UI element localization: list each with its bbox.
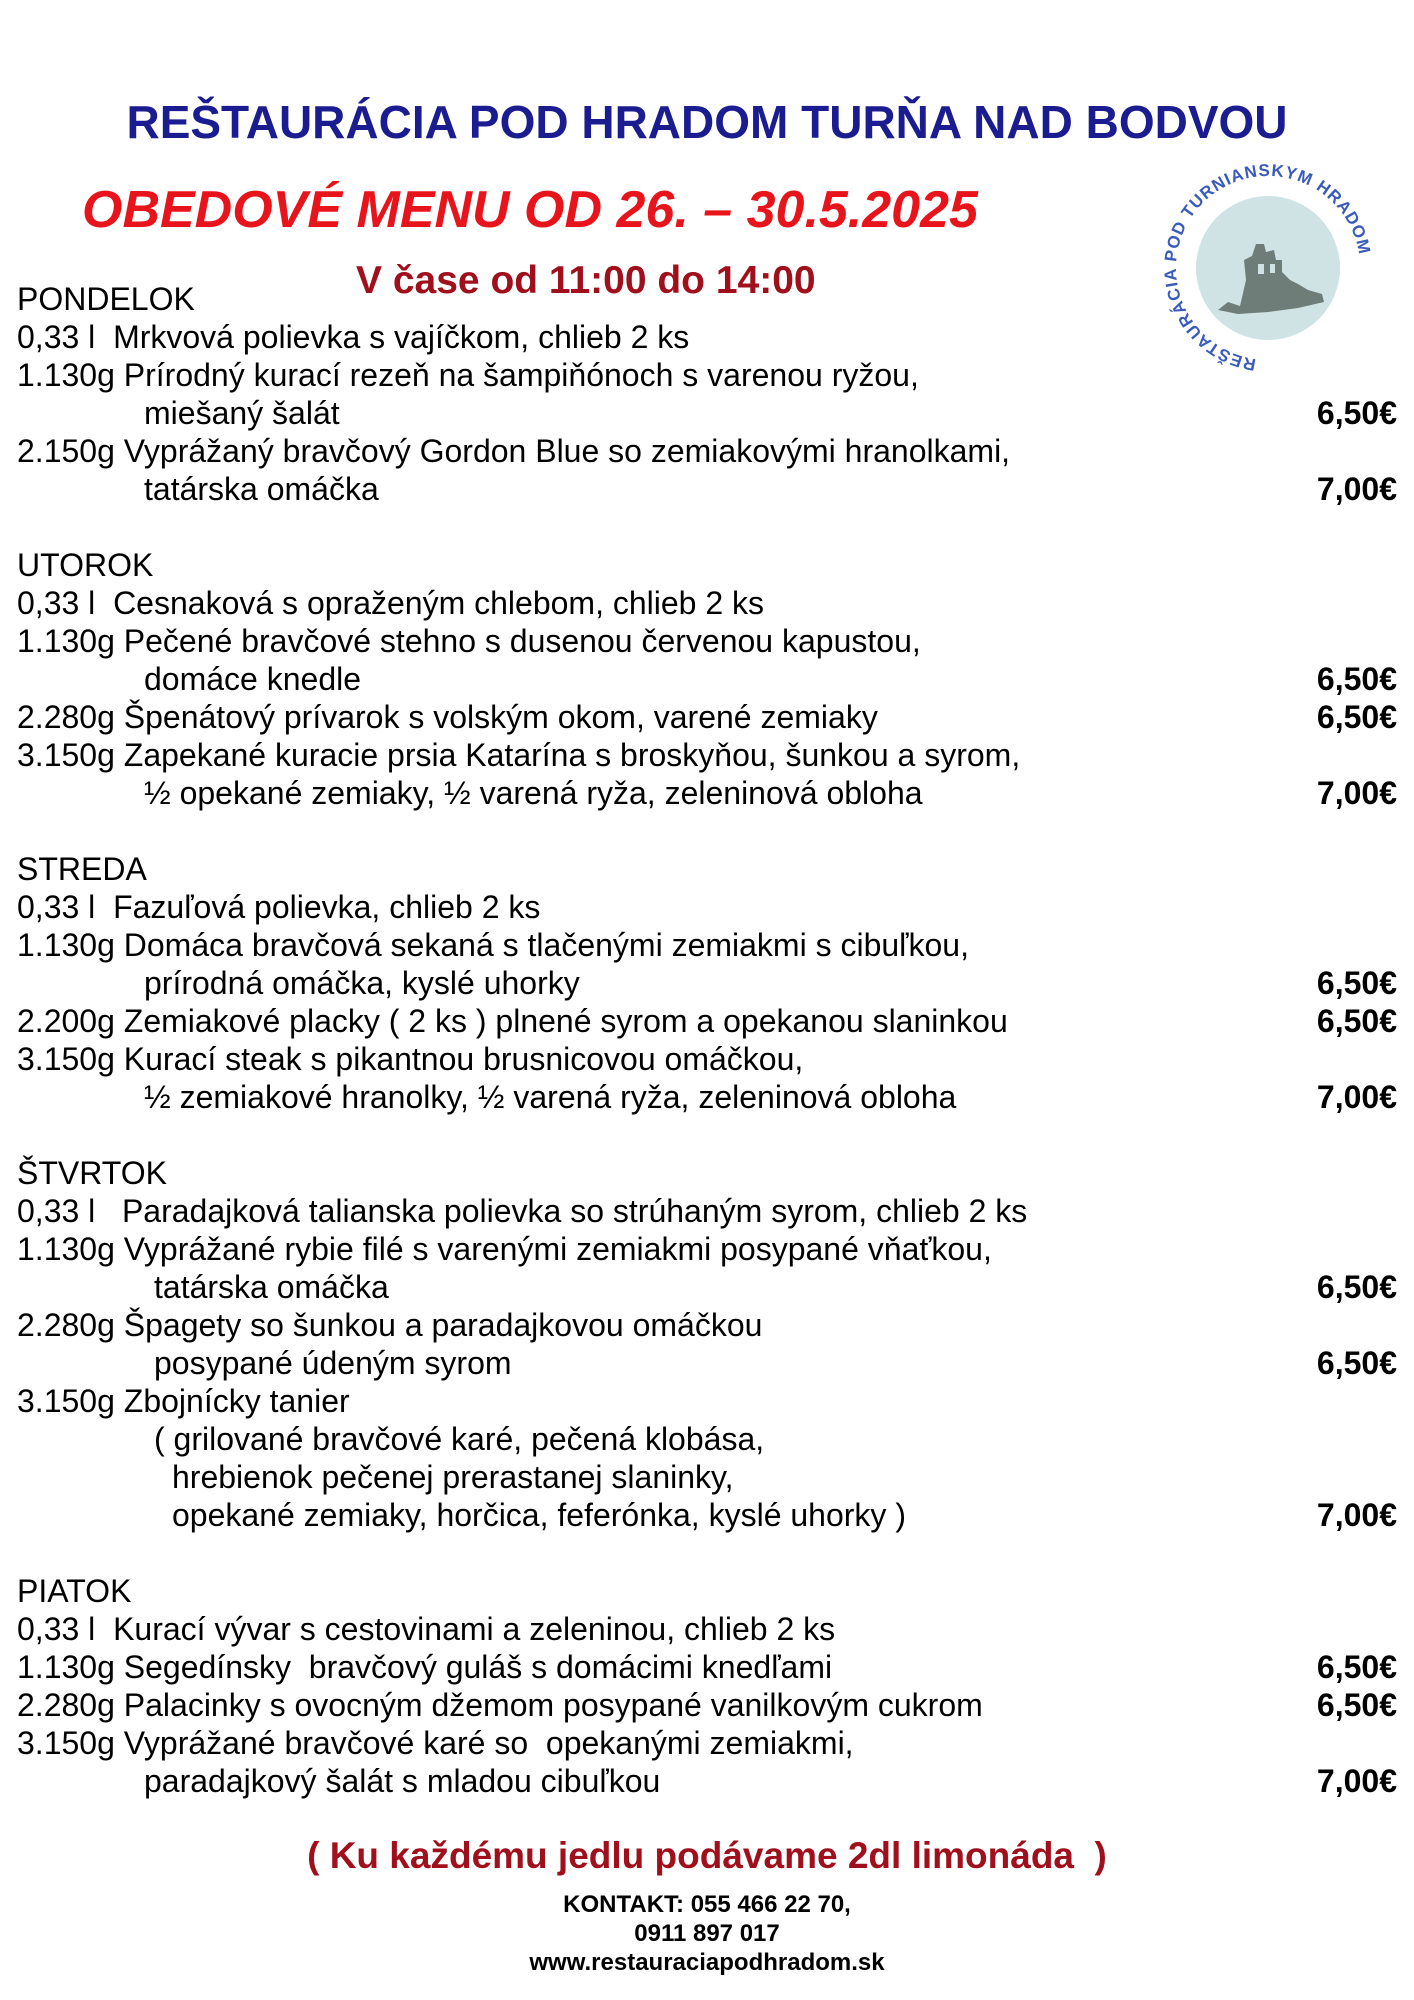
lemonade-note: ( Ku každému jedlu podávame 2dl limonáda ) [307, 1835, 1107, 1876]
dish-price: 6,50€ [1316, 1345, 1397, 1381]
dish-item [17, 736, 1397, 774]
dish-text: opekané zemiaky, horčica, feferónka, kyslé uhorky ) [172, 1497, 906, 1533]
dish-text: tatárska omáčka [154, 1269, 389, 1305]
dish-text: 3.150g Zapekané kuracie prsia Katarína s broskyňou, šunkou a syrom, [17, 737, 1021, 773]
day-separator [17, 1116, 1397, 1154]
logo-ring-text: REŠTAURÁCIA POD TURNIANSKYM HRADOM [1160, 160, 1375, 375]
dish-item-continuation [17, 1344, 1397, 1382]
day-separator [17, 812, 1397, 850]
dish-price: 6,50€ [1316, 1003, 1397, 1039]
dish-price: 7,00€ [1316, 775, 1397, 811]
dish-price: 7,00€ [1316, 1497, 1397, 1533]
dish-item-continuation [17, 1458, 1397, 1496]
dish-text: ½ opekané zemiaky, ½ varená ryža, zeleninová obloha [144, 775, 923, 811]
soup-item: 0,33 l Fazuľová polievka, chlieb 2 ks [17, 889, 541, 925]
dish-text: 3.150g Vyprážané bravčové karé so opekanými zemiakmi, [17, 1725, 854, 1761]
soup-item: 0,33 l Paradajková talianska polievka so strúhaným syrom, chlieb 2 ks [17, 1193, 1028, 1229]
day-heading: PONDELOK [17, 281, 195, 317]
dish-item-continuation [17, 1268, 1397, 1306]
dish-item-continuation [17, 774, 1397, 812]
dish-text: 3.150g Kurací steak s pikantnou brusnicovou omáčkou, [17, 1041, 804, 1077]
day-separator [17, 508, 1397, 546]
contact-website[interactable]: www.restauraciapodhradom.sk [529, 1949, 885, 1976]
dish-item-continuation [17, 1420, 1397, 1458]
dish-text: 2.280g Špagety so šunkou a paradajkovou omáčkou [17, 1307, 763, 1343]
dish-text: prírodná omáčka, kyslé uhorky [144, 965, 580, 1001]
dish-item-continuation [17, 1762, 1397, 1800]
dish-item [17, 1724, 1397, 1762]
dish-text: 1.130g Prírodný kurací rezeň na šampiňónoch s varenou ryžou, [17, 357, 919, 393]
dish-item [17, 1230, 1397, 1268]
dish-text: 2.150g Vyprážaný bravčový Gordon Blue so zemiakovými hranolkami, [17, 433, 1011, 469]
dish-text: 2.200g Zemiakové placky ( 2 ks ) plnené syrom a opekanou slaninkou [17, 1003, 1008, 1039]
contact-phone: KONTAKT: 055 466 22 70, [563, 1891, 851, 1918]
soup-item: 0,33 l Mrkvová polievka s vajíčkom, chlieb 2 ks [17, 319, 690, 355]
dish-item [17, 432, 1397, 470]
contact-mobile: 0911 897 017 [634, 1920, 780, 1947]
dish-item [17, 1002, 1397, 1040]
dish-item-continuation [17, 964, 1397, 1002]
dish-item-continuation [17, 394, 1397, 432]
menu-title: OBEDOVÉ MENU OD 26. – 30.5.2025 [82, 181, 978, 239]
dish-price: 7,00€ [1316, 1763, 1397, 1799]
dish-price: 6,50€ [1316, 1269, 1397, 1305]
dish-item [17, 698, 1397, 736]
dish-item-continuation [17, 1078, 1397, 1116]
dish-price: 6,50€ [1316, 1687, 1397, 1723]
dish-price: 7,00€ [1316, 471, 1397, 507]
dish-item [17, 622, 1397, 660]
dish-text: miešaný šalát [144, 395, 340, 431]
contact-block [0, 1890, 1414, 1977]
day-heading: STREDA [17, 851, 147, 887]
dish-item [17, 1686, 1397, 1724]
day-heading: PIATOK [17, 1573, 132, 1609]
day-separator [17, 1534, 1397, 1572]
dish-price: 6,50€ [1316, 965, 1397, 1001]
day-heading: UTOROK [17, 547, 154, 583]
dish-text: ( grilované bravčové karé, pečená klobása, [154, 1421, 765, 1457]
restaurant-title: REŠTAURÁCIA POD HRADOM TURŇA NAD BODVOU [126, 96, 1288, 148]
dish-text: ½ zemiakové hranolky, ½ varená ryža, zeleninová obloha [144, 1079, 957, 1115]
dish-item-continuation [17, 470, 1397, 508]
dish-item [17, 1648, 1397, 1686]
dish-text: 3.150g Zbojnícky tanier [17, 1383, 350, 1419]
dish-text: domáce knedle [144, 661, 362, 697]
dish-item-continuation [17, 1496, 1397, 1534]
dish-item [17, 926, 1397, 964]
menu-body [17, 280, 1397, 1800]
dish-item [17, 356, 1397, 394]
day-heading: ŠTVRTOK [17, 1155, 167, 1191]
dish-item [17, 1040, 1397, 1078]
dish-price: 6,50€ [1316, 1649, 1397, 1685]
dish-price: 6,50€ [1316, 699, 1397, 735]
dish-text: 2.280g Palacinky s ovocným džemom posypané vanilkovým cukrom [17, 1687, 983, 1723]
dish-price: 6,50€ [1316, 395, 1397, 431]
dish-text: 1.130g Segedínsky bravčový guláš s domácimi knedľami [17, 1649, 833, 1685]
dish-text: hrebienok pečenej prerastanej slaninky, [172, 1459, 734, 1495]
dish-text: 1.130g Vyprážané rybie filé s varenými zemiakmi posypané vňaťkou, [17, 1231, 992, 1267]
dish-item [17, 1306, 1397, 1344]
dish-item-continuation [17, 660, 1397, 698]
dish-text: paradajkový šalát s mladou cibuľkou [144, 1763, 661, 1799]
serving-time: V čase od 11:00 do 14:00 [356, 259, 816, 302]
dish-price: 6,50€ [1316, 661, 1397, 697]
dish-text: 1.130g Pečené bravčové stehno s dusenou červenou kapustou, [17, 623, 921, 659]
soup-item: 0,33 l Kurací vývar s cestovinami a zeleninou, chlieb 2 ks [17, 1611, 836, 1647]
dish-text: 2.280g Špenátový prívarok s volským okom, varené zemiaky [17, 699, 878, 735]
soup-item: 0,33 l Cesnaková s opraženým chlebom, chlieb 2 ks [17, 585, 765, 621]
dish-text: posypané údeným syrom [154, 1345, 512, 1381]
dish-price: 7,00€ [1316, 1079, 1397, 1115]
dish-item [17, 1382, 1397, 1420]
dish-text: tatárska omáčka [144, 471, 379, 507]
dish-text: 1.130g Domáca bravčová sekaná s tlačenými zemiakmi s cibuľkou, [17, 927, 969, 963]
